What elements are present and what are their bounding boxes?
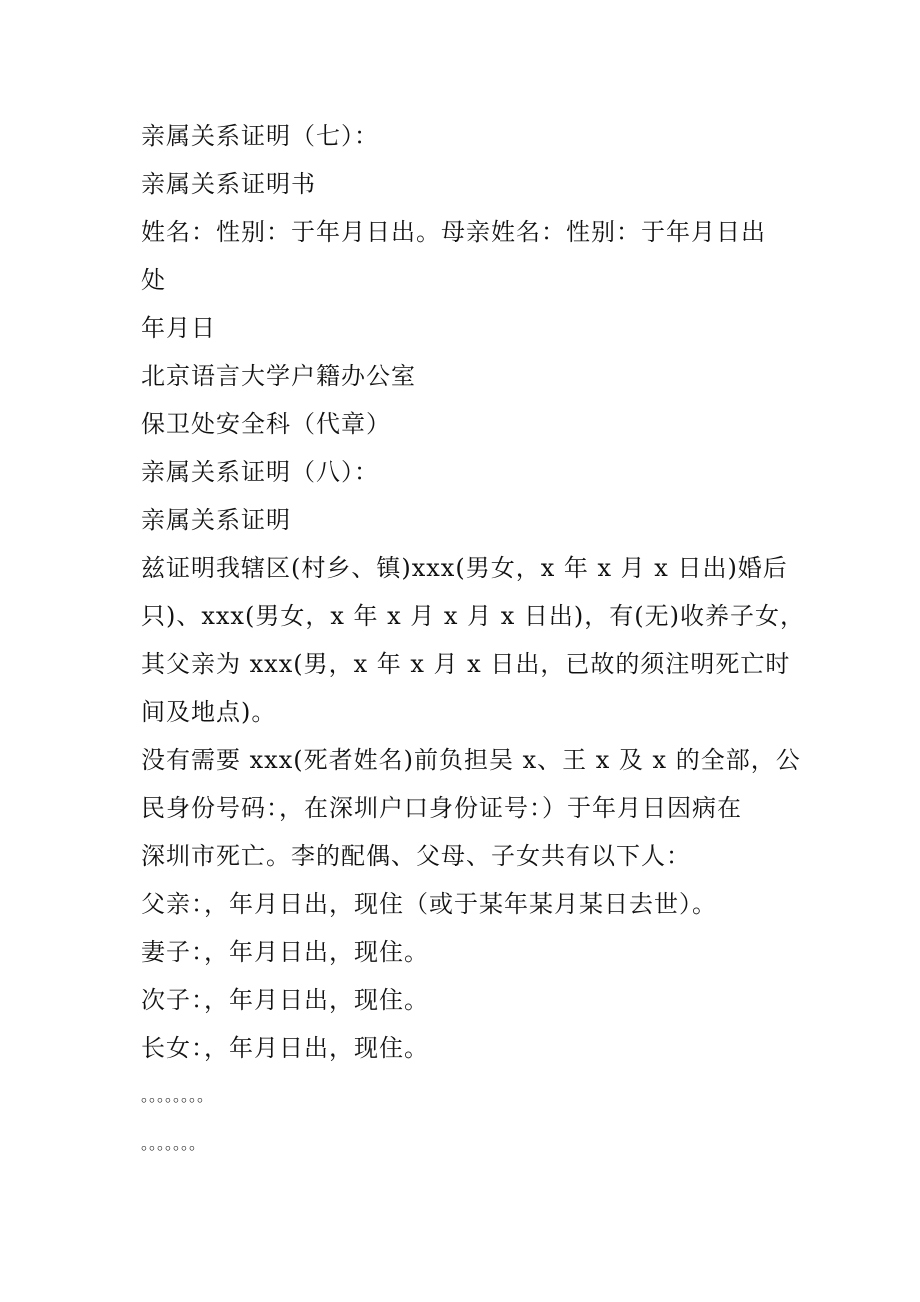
section-heading-7: 亲属关系证明（七）： bbox=[141, 122, 379, 150]
issuer-seal: 保卫处安全科（代章） bbox=[141, 410, 391, 438]
ellipsis-line: 。。。。。。。。 bbox=[141, 1086, 214, 1105]
paragraph-line: 间及地点)。 bbox=[141, 698, 277, 726]
paragraph-line: 处 bbox=[141, 266, 166, 294]
certificate-title: 亲属关系证明书 bbox=[141, 170, 316, 198]
relative-entry-son: 次子：，年月日出，现住。 bbox=[141, 986, 429, 1014]
relative-entry-father: 父亲：，年月日出，现住（或于某年某月某日去世）。 bbox=[141, 890, 717, 918]
paragraph-line: 没有需要 xxx(死者姓名)前负担吴 x、王 x 及 x 的全部，公 bbox=[141, 746, 801, 774]
paragraph-line: 深圳市死亡。李的配偶、父母、子女共有以下人： bbox=[141, 842, 691, 870]
paragraph-line: 民身份号码：，在深圳户口身份证号：）于年月日因病在 bbox=[141, 794, 742, 822]
document-body bbox=[141, 112, 805, 1168]
paragraph-line: 姓名：性别：于年月日出。母亲姓名：性别：于年月日出 bbox=[141, 218, 766, 246]
section-heading-8: 亲属关系证明（八）： bbox=[141, 458, 379, 486]
paragraph-line: 兹证明我辖区(村乡、镇)xxx(男女，x 年 x 月 x 日出)婚后 bbox=[141, 554, 788, 582]
relative-entry-daughter: 长女：，年月日出，现住。 bbox=[141, 1034, 429, 1062]
paragraph-line: 其父亲为 xxx(男，x 年 x 月 x 日出，已故的须注明死亡时 bbox=[141, 650, 791, 678]
date-line: 年月日 bbox=[141, 314, 216, 342]
certificate-title: 亲属关系证明 bbox=[141, 506, 291, 534]
paragraph-line: 只)、xxx(男女，x 年 x 月 x 月 x 日出)，有(无)收养子女， bbox=[141, 602, 805, 630]
issuer-office: 北京语言大学户籍办公室 bbox=[141, 362, 416, 390]
ellipsis-line: 。。。。。。。 bbox=[141, 1134, 206, 1153]
relative-entry-wife: 妻子：，年月日出，现住。 bbox=[141, 938, 429, 966]
